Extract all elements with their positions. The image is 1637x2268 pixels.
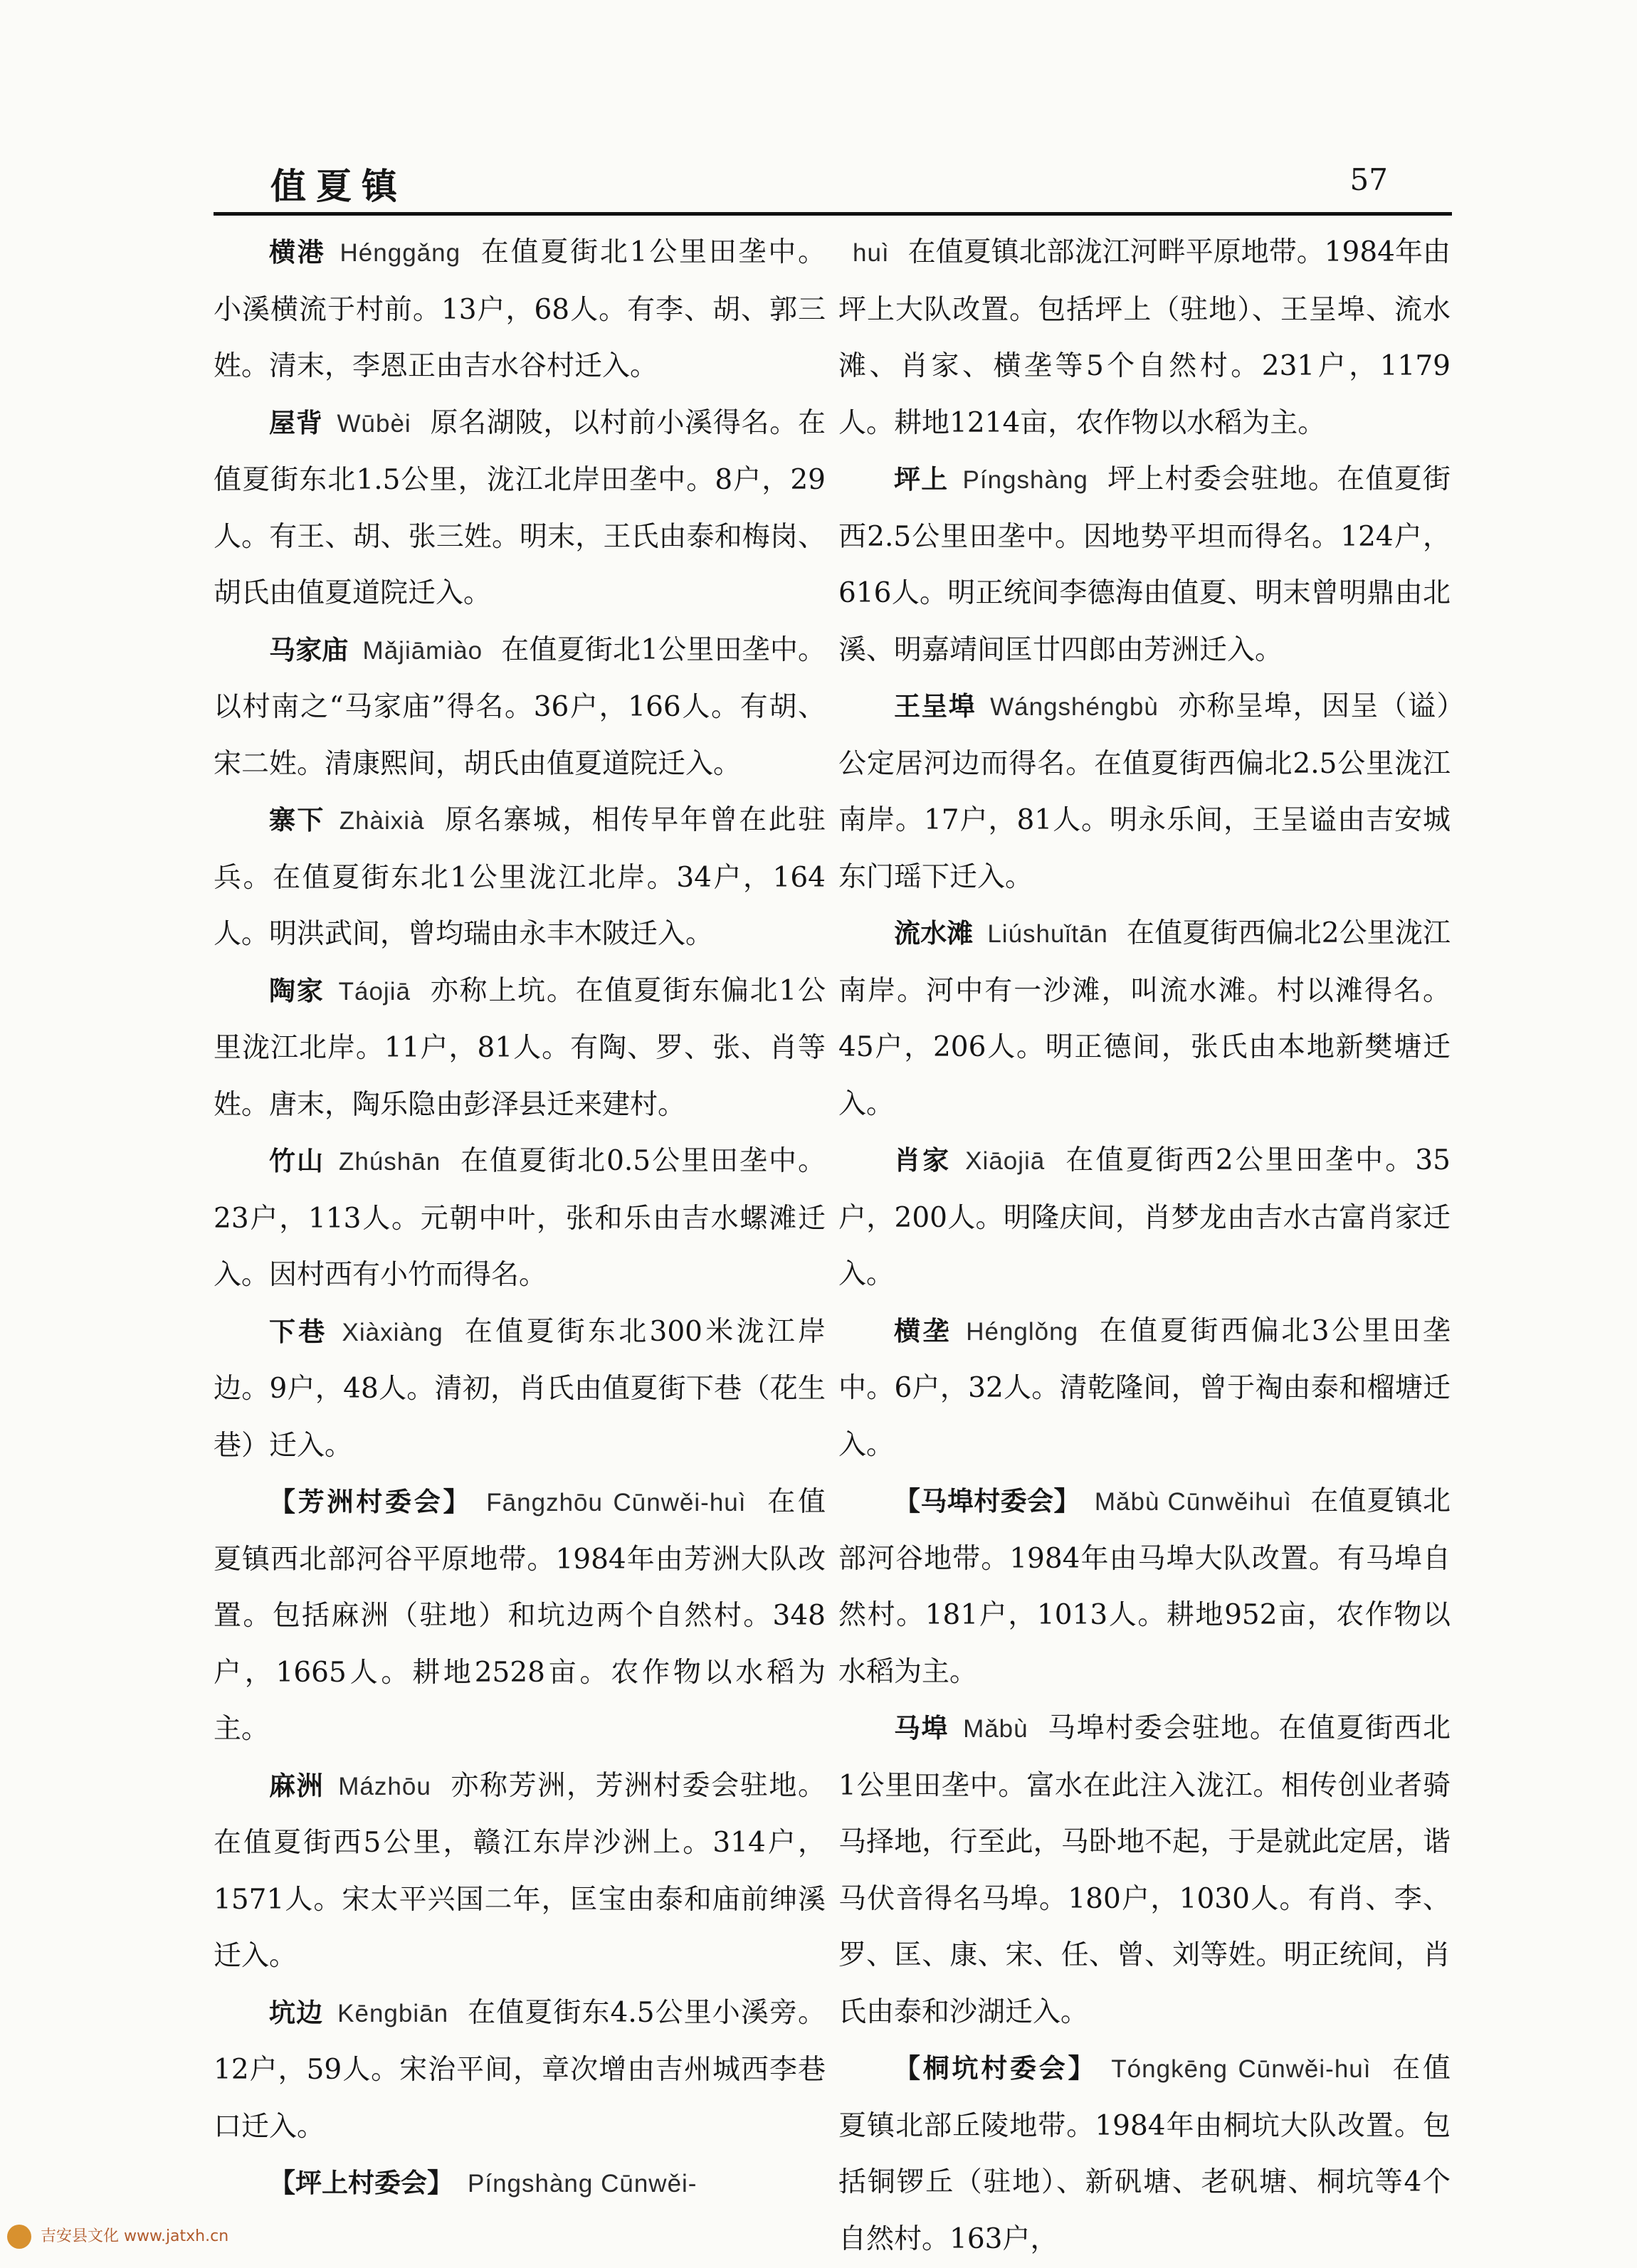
- entry-text: 坪上村委会驻地。在值夏街西2.5公里田垄中。因地势平坦而得名。124户，616人。明正统间李德海由值夏、明末曾明鼎由北溪、明嘉靖间匡廿四郎由芳洲迁入。: [838, 463, 1451, 666]
- entry-pinyin: Fāngzhōu Cūnwěi-huì: [486, 1489, 747, 1517]
- entry: [838, 1132, 1451, 1303]
- entry: [214, 2155, 826, 2212]
- right-column: [838, 224, 1451, 2267]
- entry-name: 寨下: [269, 805, 325, 835]
- running-title: 值夏镇: [270, 165, 407, 207]
- entry: [214, 622, 826, 793]
- entry-text: 在值夏镇西北部河谷平原地带。1984年由芳洲大队改置。包括麻洲（驻地）和坑边两个自然村。348户，1665人。耕地2528亩。农作物以水稻为主。: [214, 1486, 826, 1745]
- entry: [214, 1304, 826, 1475]
- entry-pinyin: Mǎjiāmiào: [362, 636, 483, 665]
- page-header: [214, 158, 1388, 208]
- entry-text: 原名寨城，相传早年曾在此驻兵。在值夏街东北1公里泷江北岸。34户，164人。明洪武间，曾均瑞由永丰木陂迁入。: [214, 804, 826, 950]
- entry-text: 亦称上坑。在值夏街东偏北1公里泷江北岸。11户，81人。有陶、罗、张、肖等姓。唐末，陶乐隐由彭泽县迁来建村。: [214, 974, 826, 1121]
- entry-text: 在值夏街北1公里田垄中。小溪横流于村前。13户，68人。有李、胡、郭三姓。清末，李恩正由吉水谷村迁入。: [214, 236, 826, 382]
- entry-name: 屋背: [269, 407, 323, 438]
- entry-name: 竹山: [269, 1146, 325, 1176]
- entry-name: 【桐坑村委会】: [894, 2053, 1098, 2084]
- entry-pinyin: huì: [853, 239, 890, 267]
- logo-icon: [7, 2225, 31, 2249]
- entry-pinyin: Hénggǎng: [339, 239, 461, 267]
- entry-name: 陶家: [269, 975, 325, 1006]
- entry-text: 在值夏镇北部丘陵地带。1984年由桐坑大队改置。包括铜锣丘（驻地）、新矾塘、老矾塘、桐坑等4个自然村。163户，: [838, 2052, 1451, 2255]
- watermark-text: 吉安县文化 www.jatxh.cn: [41, 2227, 229, 2245]
- entry-text: 亦称呈埠，因呈（谥）公定居河边而得名。在值夏街西偏北2.5公里泷江南岸。17户，81人。明永乐间，王呈谥由吉安城东门瑶下迁入。: [838, 690, 1451, 893]
- entry-pinyin: Kēngbiān: [337, 1999, 449, 2027]
- entry: [214, 224, 826, 395]
- entry-name: 【坪上村委会】: [269, 2168, 453, 2198]
- entry-pinyin: Mázhōu: [338, 1772, 431, 1800]
- entry-name: 坪上: [894, 464, 949, 495]
- entry-pinyin: Hénglǒng: [966, 1317, 1079, 1346]
- entry-pinyin: Xiāojiā: [965, 1147, 1046, 1175]
- site-watermark: [7, 2224, 228, 2249]
- entry-text: 原名湖陂，以村前小溪得名。在值夏街东北1.5公里，泷江北岸田垄中。8户，29人。有王、胡、张三姓。明末，王氏由泰和梅岗、胡氏由值夏道院迁入。: [214, 406, 826, 609]
- entry-pinyin: Zhúshān: [338, 1148, 441, 1176]
- entry: [838, 2040, 1451, 2267]
- entry-pinyin: Mǎbù: [963, 1715, 1028, 1743]
- page-number: 57: [1349, 162, 1388, 197]
- entry: [214, 395, 826, 622]
- entry-text: 在值夏街西偏北2公里泷江南岸。河中有一沙滩，叫流水滩。村以滩得名。45户，206人。明正德间，张氏由本地新樊塘迁入。: [838, 917, 1451, 1120]
- entry-pinyin: Tóngkēng Cūnwěi-huì: [1111, 2055, 1372, 2083]
- entry-pinyin: Táojiā: [338, 977, 411, 1006]
- entry: [838, 224, 1451, 451]
- entry-text: 亦称芳洲，芳洲村委会驻地。在值夏街西5公里，赣江东岸沙洲上。314户，1571人。宋太平兴国二年，匡宝由泰和庙前绅溪迁入。: [214, 1769, 826, 1972]
- entry-pinyin: Wūbèi: [337, 409, 411, 438]
- entry-name: 横港: [269, 237, 326, 268]
- entry-text: 在值夏街西偏北3公里田垄中。6户，32人。清乾隆间，曾于祹由泰和榴塘迁入。: [838, 1314, 1451, 1461]
- entry-pinyin: Píngshàng Cūnwěi-: [468, 2170, 698, 2198]
- entry-name: 王呈埠: [894, 691, 977, 722]
- entry: [838, 1303, 1451, 1474]
- entry: [214, 963, 826, 1134]
- entry-pinyin: Wángshéngbù: [990, 693, 1159, 721]
- entry-text: 在值夏街东4.5公里小溪旁。12户，59人。宋治平间，章次增由吉州城西李巷口迁入。: [214, 1996, 826, 2143]
- entry-name: 肖家: [894, 1145, 952, 1176]
- entry-pinyin: Píngshàng: [962, 466, 1088, 494]
- entry-name: 横垄: [894, 1315, 952, 1346]
- entry-text: 在值夏街东北300米泷江岸边。9户，48人。清初，肖氏由值夏街下巷（花生巷）迁入。: [214, 1315, 826, 1462]
- entry: [838, 1473, 1451, 1700]
- entry: [214, 1985, 826, 2156]
- entry-name: 麻洲: [269, 1770, 325, 1801]
- entry-name: 下巷: [269, 1316, 328, 1347]
- entry: [838, 905, 1451, 1132]
- entry: [838, 451, 1451, 678]
- header-rule: [214, 212, 1452, 216]
- entry-text: 在值夏街北0.5公里田垄中。23户，113人。元朝中叶，张和乐由吉水螺滩迁入。因村西有小竹而得名。: [214, 1145, 826, 1291]
- entry: [214, 792, 826, 963]
- entry-name: 流水滩: [894, 918, 974, 949]
- left-column: [214, 224, 826, 2212]
- entry: [214, 1474, 826, 1758]
- entry: [214, 1758, 826, 1985]
- entry-text: 在值夏街西2公里田垄中。35户，200人。明隆庆间，肖梦龙由吉水古富肖家迁入。: [838, 1144, 1451, 1290]
- entry-text: 在值夏街北1公里田垄中。以村南之“马家庙”得名。36户，166人。有胡、宋二姓。清康熙间，胡氏由值夏道院迁入。: [214, 633, 826, 780]
- entry-text: 马埠村委会驻地。在值夏街西北1公里田垄中。富水在此注入泷江。相传创业者骑马择地，行至此，马卧地不起，于是就此定居，谐马伏音得名马埠。180户，1030人。有肖、李、罗、匡、康、宋、任、曾、刘等姓。明正统间，肖氏由泰和沙湖迁入。: [838, 1712, 1451, 2028]
- entry-text: 在值夏镇北部泷江河畔平原地带。1984年由坪上大队改置。包括坪上（驻地）、王呈埠、流水滩、肖家、横垄等5个自然村。231户，1179人。耕地1214亩，农作物以水稻为主。: [838, 236, 1451, 439]
- entry-name: 马埠: [894, 1713, 949, 1744]
- entry-pinyin: Liúshuǐtān: [987, 920, 1108, 948]
- entry-name: 【芳洲村委会】: [269, 1487, 473, 1517]
- entry-pinyin: Mǎbù Cūnwěihuì: [1094, 1488, 1292, 1516]
- entry-pinyin: Zhàixià: [339, 807, 425, 835]
- entry-name: 马家庙: [269, 634, 349, 665]
- entry-name: 坑边: [269, 1997, 324, 2028]
- entry-name: 【马埠村委会】: [894, 1486, 1080, 1517]
- entry-text: 在值夏镇北部河谷地带。1984年由马埠大队改置。有马埠自然村。181户，1013人。耕地952亩，农作物以水稻为主。: [838, 1485, 1451, 1688]
- entry: [838, 1700, 1451, 2040]
- entry: [838, 678, 1451, 905]
- entry: [214, 1133, 826, 1304]
- entry-pinyin: Xiàxiàng: [342, 1318, 443, 1346]
